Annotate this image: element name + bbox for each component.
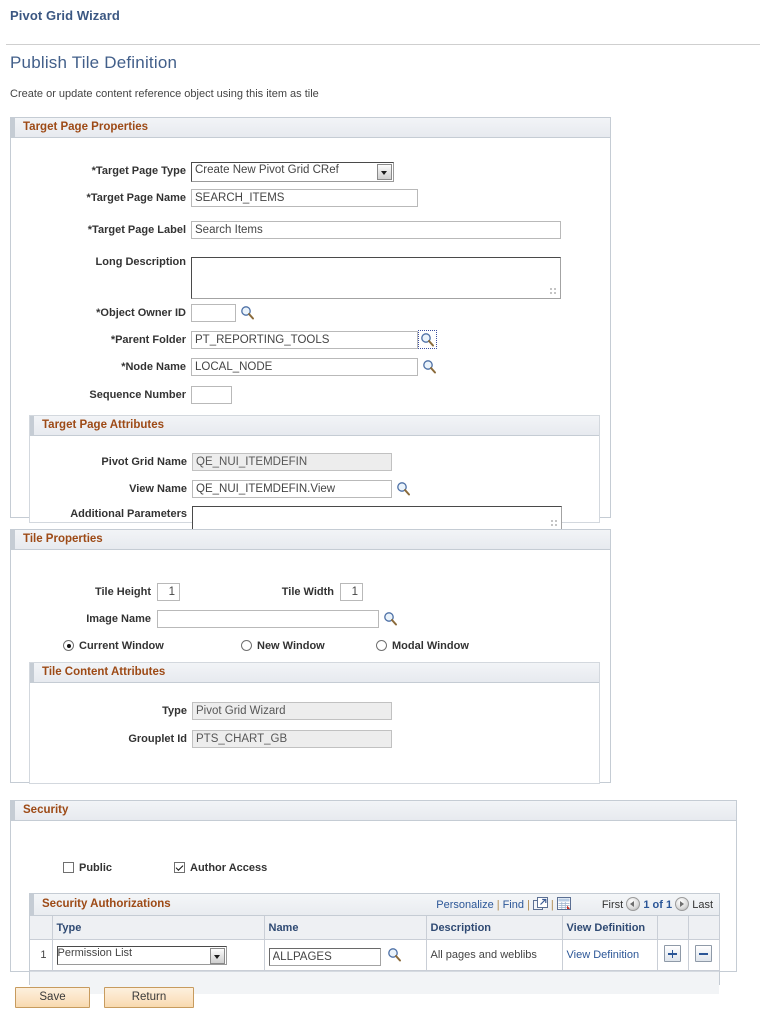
authorizations-table — [30, 916, 720, 971]
header-accent-bar — [30, 663, 34, 682]
chevron-down-icon[interactable] — [210, 948, 225, 964]
tool-separator: | — [496, 899, 500, 911]
object-owner-id-lookup-icon[interactable] — [240, 305, 255, 320]
grouplet-id-label: Grouplet Id — [128, 733, 187, 745]
page-counter: 1 of 1 — [643, 899, 673, 911]
sequence-number-label: Sequence Number — [89, 389, 186, 401]
radio-modal-window-label: Modal Window — [392, 640, 469, 652]
parent-folder-label: *Parent Folder — [110, 334, 186, 346]
view-definition-link[interactable]: View Definition — [566, 949, 640, 961]
header-accent-bar — [11, 530, 15, 549]
tile-content-attributes-group — [29, 662, 600, 784]
col-view-definition: View Definition — [562, 916, 657, 940]
target-page-attributes-title: Target Page Attributes — [42, 419, 165, 431]
additional-parameters-textarea[interactable] — [192, 506, 562, 530]
image-name-input[interactable] — [157, 610, 379, 628]
tile-height-label: Tile Height — [94, 586, 151, 598]
chevron-down-icon[interactable] — [377, 164, 392, 180]
row-number: 1 — [30, 940, 52, 971]
download-to-excel-icon[interactable] — [557, 897, 572, 911]
target-page-type-select[interactable] — [191, 162, 394, 182]
col-rownum — [30, 916, 52, 940]
radio-new-window[interactable] — [241, 640, 252, 651]
tile-content-attributes-title: Tile Content Attributes — [42, 666, 166, 678]
wizard-breadcrumb-title: Pivot Grid Wizard — [10, 8, 120, 23]
last-page-label[interactable]: Last — [692, 899, 713, 911]
radio-new-window-label: New Window — [257, 640, 325, 652]
tile-properties-group — [10, 529, 611, 783]
pivot-grid-name-label: Pivot Grid Name — [101, 456, 187, 468]
object-owner-id-input[interactable] — [191, 304, 236, 322]
next-page-icon[interactable] — [675, 897, 689, 911]
security-authorizations-title: Security Authorizations — [42, 898, 171, 910]
row-type-cell — [52, 940, 264, 971]
pivot-grid-name-input — [192, 453, 392, 471]
node-name-input[interactable] — [191, 358, 418, 376]
target-page-attributes-header — [30, 416, 599, 436]
header-divider — [6, 44, 760, 45]
table-header-row — [30, 916, 719, 940]
return-button[interactable]: Return — [104, 987, 194, 1008]
node-name-lookup-icon[interactable] — [422, 359, 437, 374]
target-page-label-label: *Target Page Label — [87, 224, 186, 236]
find-link[interactable]: Find — [502, 899, 524, 911]
tile-height-input[interactable] — [157, 583, 180, 601]
header-accent-bar — [11, 118, 15, 137]
grid-tools — [436, 897, 713, 911]
authorization-name-input[interactable] — [269, 948, 381, 966]
personalize-link[interactable]: Personalize — [436, 899, 494, 911]
security-group — [10, 800, 737, 972]
col-add — [657, 916, 688, 940]
page-subtitle: Create or update content reference object using this item as tile — [10, 88, 319, 100]
tool-separator: | — [550, 899, 554, 911]
long-description-label: Long Description — [95, 256, 186, 268]
security-authorizations-grid — [29, 893, 720, 985]
target-page-label-input[interactable] — [191, 221, 561, 239]
authorization-type-select[interactable] — [57, 946, 227, 965]
target-page-properties-group — [10, 117, 611, 518]
authorization-name-lookup-icon[interactable] — [387, 947, 402, 962]
node-name-label: *Node Name — [121, 361, 186, 373]
col-type: Type — [52, 916, 264, 940]
content-type-input — [192, 702, 392, 720]
row-view-definition-cell — [562, 940, 657, 971]
sequence-number-input[interactable] — [191, 386, 232, 404]
tile-width-label: Tile Width — [281, 586, 334, 598]
grouplet-id-input — [192, 730, 392, 748]
view-name-input[interactable] — [192, 480, 392, 498]
radio-current-window[interactable] — [63, 640, 74, 651]
radio-modal-window[interactable] — [376, 640, 387, 651]
tile-properties-title: Tile Properties — [23, 533, 103, 545]
long-description-textarea[interactable] — [191, 257, 561, 299]
public-checkbox-label: Public — [79, 862, 113, 874]
target-page-name-input[interactable] — [191, 189, 418, 207]
col-name: Name — [264, 916, 426, 940]
object-owner-id-label: *Object Owner ID — [96, 307, 186, 319]
radio-current-window-label: Current Window — [79, 640, 164, 652]
col-description: Description — [426, 916, 562, 940]
tile-width-input[interactable] — [340, 583, 363, 601]
target-page-properties-header — [11, 118, 610, 138]
header-accent-bar — [30, 416, 34, 435]
authorization-type-value: Permission List — [57, 946, 133, 959]
target-page-name-label: *Target Page Name — [86, 192, 186, 204]
view-name-label: View Name — [129, 483, 187, 495]
view-all-icon[interactable] — [533, 897, 548, 911]
parent-folder-input[interactable] — [191, 331, 418, 349]
tile-content-attributes-header — [30, 663, 599, 683]
target-page-properties-title: Target Page Properties — [23, 121, 149, 133]
security-header — [11, 801, 736, 821]
target-page-type-value: Create New Pivot Grid CRef — [195, 164, 339, 176]
image-name-lookup-icon[interactable] — [383, 611, 398, 626]
target-page-type-label: *Target Page Type — [91, 165, 186, 177]
header-accent-bar — [11, 801, 15, 820]
col-delete — [688, 916, 719, 940]
add-row-button[interactable] — [664, 945, 681, 962]
parent-folder-lookup-icon[interactable] — [420, 332, 435, 347]
delete-row-button[interactable] — [695, 945, 712, 962]
tile-properties-header — [11, 530, 610, 550]
header-accent-bar — [30, 894, 34, 915]
row-add-cell — [657, 940, 688, 971]
target-page-attributes-group — [29, 415, 600, 523]
first-page-label[interactable]: First — [601, 899, 624, 911]
content-type-label: Type — [162, 705, 187, 717]
previous-page-icon[interactable] — [626, 897, 640, 911]
tool-separator: | — [526, 899, 530, 911]
public-checkbox[interactable] — [63, 862, 74, 873]
grid-toolbar — [30, 894, 719, 916]
security-title: Security — [23, 804, 69, 816]
page-title: Publish Tile Definition — [10, 53, 178, 72]
row-name-cell — [264, 940, 426, 971]
table-row — [30, 940, 719, 971]
author-access-checkbox[interactable] — [174, 862, 185, 873]
author-access-checkbox-label: Author Access — [190, 862, 268, 874]
row-description: All pages and weblibs — [426, 940, 562, 971]
additional-parameters-label: Additional Parameters — [70, 508, 187, 520]
save-button[interactable]: Save — [15, 987, 90, 1008]
row-delete-cell — [688, 940, 719, 971]
image-name-label: Image Name — [86, 613, 151, 625]
view-name-lookup-icon[interactable] — [396, 481, 411, 496]
